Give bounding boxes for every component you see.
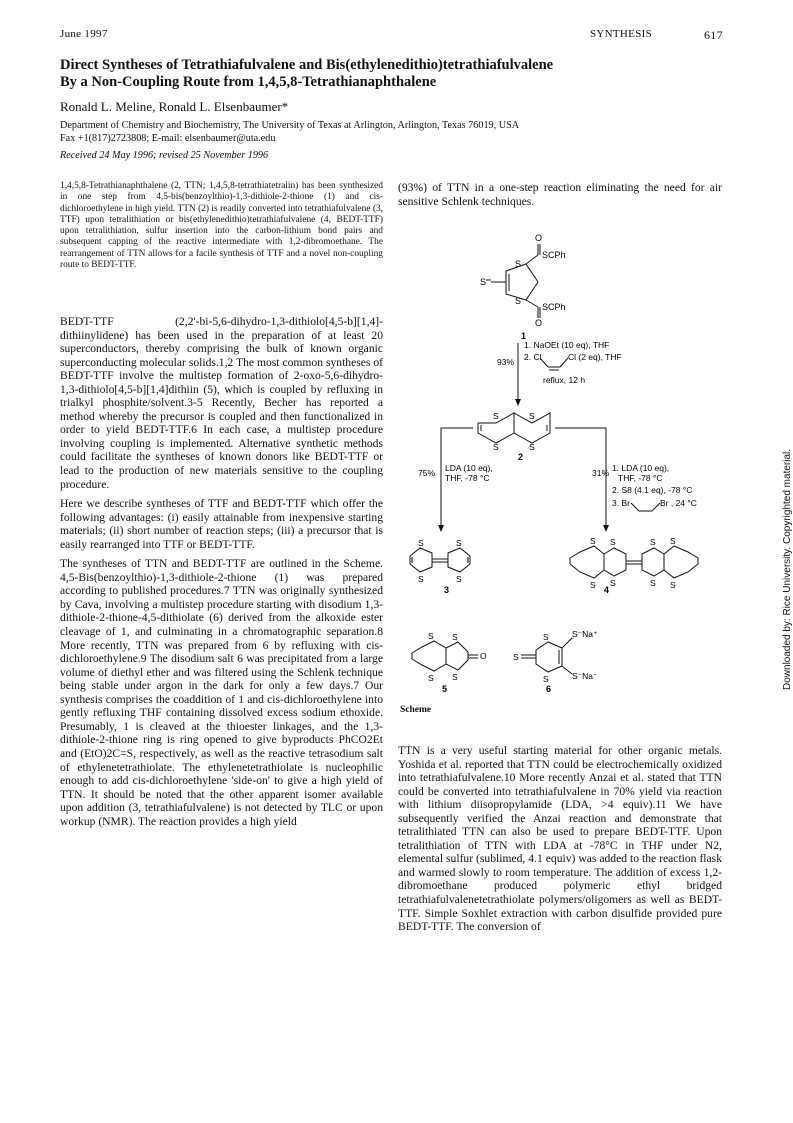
compound-number: 3 <box>444 585 450 595</box>
header-page-number: 617 <box>704 28 723 42</box>
atom-label: S <box>428 631 434 641</box>
header-journal: SYNTHESIS <box>590 28 652 40</box>
compound-4-structure <box>570 546 698 578</box>
compound-number: 5 <box>442 684 448 694</box>
yield-label: 75% <box>418 468 436 478</box>
paragraph: Here we describe syntheses of TTF and BEDT-TTF which offer the following advantages: (i) easily attainable from inexpensive starting materials; (ii) short number of reaction steps; (iii) a precursor that is easily rearranged into TTF or BEDT-TTF. <box>60 497 383 551</box>
substituent-label: SCPh <box>542 250 566 260</box>
atom-label: S <box>590 580 596 590</box>
atom-label: S <box>452 672 458 682</box>
right-column-top <box>398 181 722 214</box>
affiliation-line-1: Department of Chemistry and Biochemistry, The University of Texas at Arlington, Arlington, Texas 76019, USA <box>60 120 520 131</box>
atom-label: S <box>493 442 499 452</box>
yield-label: 31% <box>592 468 610 478</box>
condition-text: Br , 24 °C <box>660 498 697 508</box>
atom-label: S <box>610 578 616 588</box>
condition-text: THF, -78 °C <box>445 473 490 483</box>
condition-text: LDA (10 eq), <box>445 463 493 473</box>
atom-label: S <box>670 580 676 590</box>
paragraph: TTN is a very useful starting material for other organic metals. Yoshida et al. reported that TTN could be electrochemically oxidized into tetrathiafulvalene.10 More recently Anzai et al. stated that TTN could be converted into tetrathiafulvalene in 70% yield via reaction with lithium diisopropylamide (LDA, >4 equiv).11 We have subsequently verified the Anzai reaction and demonstrate that tetralithiated TTN can also be used to prepare BEDT-TTF. Upon tetralithiation of TTN with LDA at -78°C in THF under N2, elemental sulfur (sublimed, 4.1 equiv) was added to the reaction flask and warmed slowly to room temperature. The addition of excess 1,2-dibromoethane produced polymeric ethyl bridged tetrathiafulvalenetetrathiolate polymers/oligomers as well as BEDT-TTF. Simple Soxhlet extraction with carbon disulfide provided pure BEDT-TTF. The conversion of <box>398 744 722 934</box>
atom-label: S <box>480 277 487 287</box>
condition-text: 1. NaOEt (10 eq), THF <box>524 340 610 350</box>
condition-text: 2. S8 (4.1 eq), -78 °C <box>612 485 693 495</box>
compound-3-structure <box>410 548 470 572</box>
title-line-2: By a Non-Coupling Route from 1,4,5,8-Tetrathianaphthalene <box>60 74 437 90</box>
condition-text: 1. LDA (10 eq), <box>612 463 670 473</box>
condition-text: 3. Br <box>612 498 630 508</box>
condition-text: THF, -78 °C <box>618 473 663 483</box>
atom-label: S <box>670 536 676 546</box>
paragraph: (93%) of TTN in a one-step reaction eliminating the need for air sensitive Schlenk techniques. <box>398 181 722 208</box>
compound-5-structure <box>412 641 478 671</box>
atom-label: O <box>535 233 543 243</box>
received-dates: Received 24 May 1996; revised 25 November 1996 <box>60 150 269 161</box>
title-line-1: Direct Syntheses of Tetrathiafulvalene and Bis(ethylenedithio)tetrathiafulvalene <box>60 57 554 73</box>
atom-label: S <box>515 296 522 306</box>
atom-label: S <box>650 578 656 588</box>
header-date: June 1997 <box>60 28 108 40</box>
reaction-scheme <box>398 222 724 700</box>
condition-text: 2. Cl <box>524 352 542 362</box>
substituent-label: SCPh <box>542 302 566 312</box>
authors: Ronald L. Meline, Ronald L. Elsenbaumer* <box>60 99 289 114</box>
condition-text: Cl (2 eq), THF <box>568 352 622 362</box>
atom-label: S <box>513 652 519 662</box>
atom-label: O <box>535 318 543 328</box>
atom-label: S <box>529 411 535 421</box>
yield-label: 93% <box>497 357 515 367</box>
atom-label: S <box>456 538 462 548</box>
scheme-caption: Scheme <box>400 705 432 715</box>
right-column-body <box>398 744 722 940</box>
substituent-label: S⁻Na⁺ <box>572 629 598 639</box>
atom-label: S <box>428 673 434 683</box>
atom-label: S <box>543 674 549 684</box>
abstract: 1,4,5,8-Tetrathianaphthalene (2, TTN; 1,4,5,8-tetrathiatetralin) has been synthesized in one step from 4,5-bis(benzoylthio)-1,3-dithiole-2-thione (1) and cis-dichloroethylene in high yield. TTN (2) is readily converted into tetrathiafulvalene (3, TTF) upon tetralithiation or bis(ethylenedithio)tetrathiafulvalene (4, BEDT-TTF) upon tetralithiation, sulfur insertion into the carbon-lithium bond pairs and subsequent capping of the reactive intermediate with 1,2-dibromoethane. The rearrangement of TTN allows for a facile synthesis of TTF and a novel non-coupling route to BEDT-TTF. <box>60 181 383 271</box>
arrowhead <box>515 399 521 406</box>
article-title <box>60 57 740 91</box>
atom-label: S <box>610 537 616 547</box>
compound-number: 1 <box>521 331 527 341</box>
compound-number: 2 <box>518 452 524 462</box>
atom-label: S <box>418 538 424 548</box>
atom-label: S <box>529 442 535 452</box>
compound-2-structure <box>478 413 550 443</box>
compound-6-structure <box>521 638 572 674</box>
dibromoethane-structure <box>631 503 660 511</box>
left-column-body <box>60 315 383 834</box>
atom-label: O <box>480 651 487 661</box>
atom-label: S <box>543 632 549 642</box>
atom-label: S <box>418 574 424 584</box>
compound-number: 4 <box>604 585 610 595</box>
atom-label: S <box>650 537 656 547</box>
affiliation <box>60 120 740 145</box>
paragraph: BEDT-TTF (2,2'-bi-5,6-dihydro-1,3-dithiolo[4,5-b][1,4]-dithiinylidene) has been used in the preparation of at least 20 superconductors, thereby comprising the bulk of known organic superconducting molecular solids.1,2 The most common syntheses of BEDT-TTF involve the multistep formation of 2-oxo-5,6-dihydro-1,3-dithiolo[4,5-b][1,4]dithiin (5), which is coupled by refluxing in trialkyl phosphite/solvent.3-5 Recently, Becher has reported a method whereby the precursor is coupled and then functionalized in order to yield BEDT-TTF.6 In each case, a multistep procedure involving coupling is implemented. Alternative synthetic methods could facilitate the syntheses of known donors like BEDT-TTF or lead to the production of new materials sensitive to the coupling procedure. <box>60 315 383 491</box>
download-watermark: Downloaded by: Rice University. Copyrighted material. <box>782 448 793 690</box>
atom-label: S <box>493 411 499 421</box>
condition-text: reflux, 12 h <box>543 375 586 385</box>
compound-1-structure <box>486 244 540 318</box>
substituent-label: S⁻Na⁻ <box>572 671 598 681</box>
atom-label: S <box>456 574 462 584</box>
atom-label: S <box>515 259 522 269</box>
dichloroethylene-structure <box>540 358 568 370</box>
affiliation-line-2: Fax +1(817)2723808; E-mail: elsenbaumer@uta.edu <box>60 132 276 144</box>
compound-number: 6 <box>546 684 552 694</box>
paragraph: The syntheses of TTN and BEDT-TTF are outlined in the Scheme. 4,5-Bis(benzoylthio)-1,3-dithiole-2-thione (1) was prepared according to published procedures.7 TTN was originally synthesized by Cava, involving a multistep procedure starting with disodium 1,3-dithiole-2-thione-4,5-dithiolate (6) derived from the alkoxide ester cleavage of 1, and culminating in a chromatographic separation.8 More recently, TTN was prepared from 6 by refluxing with cis-dichloroethylene.9 The disodium salt 6 was precipitated from a large volume of diethyl ether and was filtered using the Schlenk technique being stable under argon in the dark for only a few days.7 Our synthesis comprises the coaddition of 1 and cis-dichloroethylene into gently refluxing THF containing dissolved excess sodium ethoxide. Presumably, 1 is cleaved at the thioester linkages, and the 1,3-dithiole-2-thione ring is ring opened to give byproducts PhCO2Et and (EtO)2C=S, respectively, as well as the reactive tetrasodium salt of ethylenetetrathiolate. The ethylenetetrathiolate is nucleophilic enough to add cis-dichloroethylene 'side-on' to give a high yield of TTN. It should be noted that the other apparent isomer available upon addition (3, tetrathiafulvalene) is not detected by TLC or upon workup (NMR). The reaction provides a high yield <box>60 557 383 828</box>
atom-label: S <box>590 536 596 546</box>
atom-label: S <box>452 632 458 642</box>
arrowhead <box>438 525 444 532</box>
arrowhead <box>603 525 609 532</box>
